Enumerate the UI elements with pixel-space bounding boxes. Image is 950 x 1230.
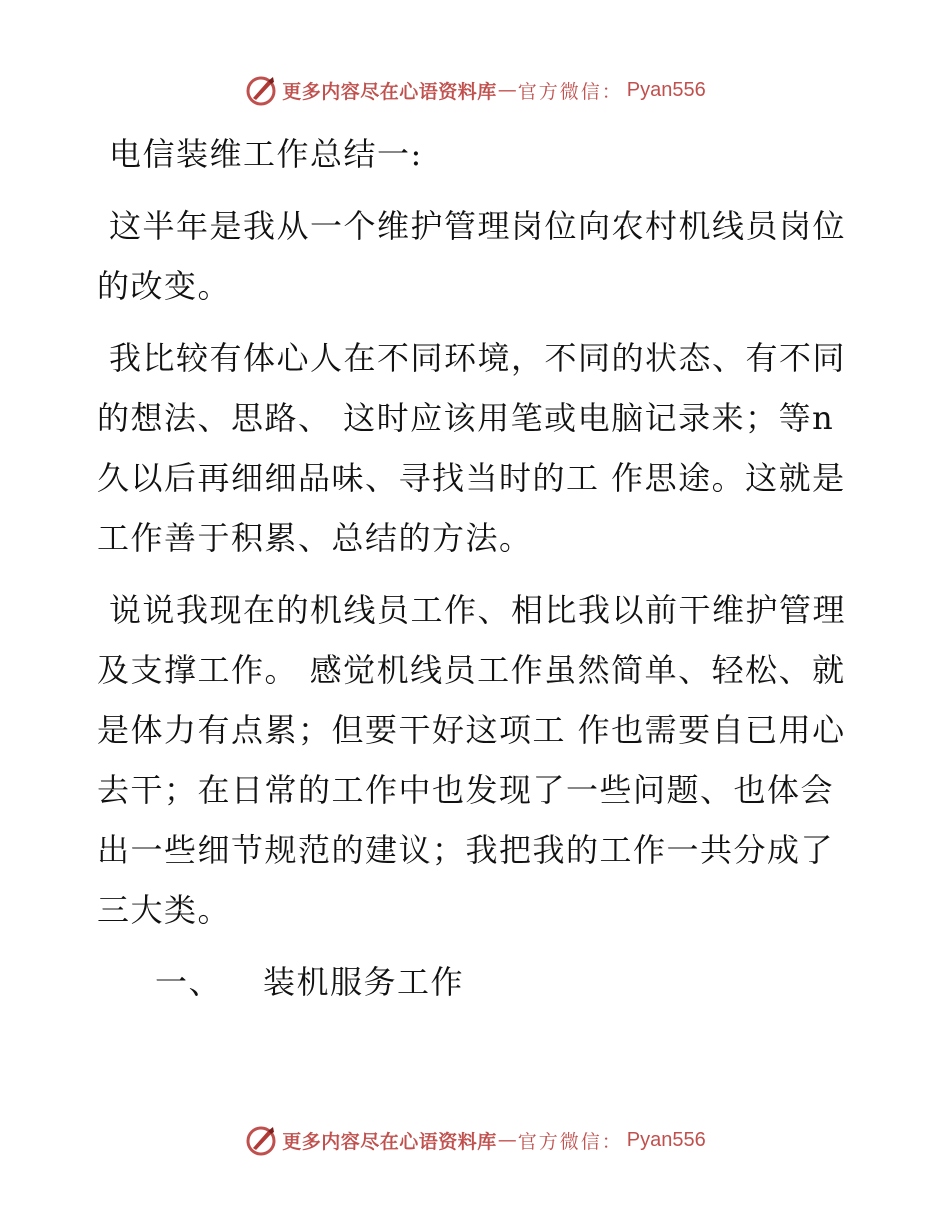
- paragraph-3: 说说我现在的机线员工作、相比我以前干维护管理及支撑工作。 感觉机线员工作虽然简单、轻松、就是体力有点累；但要干好这项工 作也需要自已用心去干；在日常的工作中也发现了一些问题、也体会 出一些细节规范的建议；我把我的工作一共分成了三大类。: [97, 591, 847, 929]
- watermark-footer: [0, 1120, 950, 1160]
- document-title: 电信装维工作总结一:: [109, 135, 423, 173]
- watermark-wechat-id: Pyan556: [626, 1128, 706, 1151]
- section-number: 一、: [155, 963, 223, 1001]
- section-title: 装机服务工作: [263, 963, 465, 1001]
- paragraph-1: 这半年是我从一个维护管理岗位向农村机线员岗位的改变。: [97, 207, 847, 305]
- quill-logo-icon: [244, 73, 278, 107]
- document-body: [97, 124, 867, 1012]
- quill-logo-icon: [244, 1123, 278, 1157]
- watermark-wechat-label: 官方微信：: [517, 1130, 623, 1153]
- watermark-separator: —: [497, 1129, 517, 1151]
- watermark-header: [0, 70, 950, 110]
- watermark-separator: —: [497, 79, 517, 101]
- watermark-brand: 更多内容尽在心语资料库: [282, 1130, 497, 1153]
- watermark-brand: 更多内容尽在心语资料库: [282, 80, 497, 103]
- paragraph-2: 我比较有体心人在不同环境，不同的状态、有不同的想法、思路、 这时应该用笔或电脑记录来；等n 久以后再细细品味、寻找当时的工 作思途。这就是工作善于积累、总结的方法。: [97, 339, 847, 557]
- watermark-wechat-id: Pyan556: [626, 78, 706, 101]
- section-heading: [97, 952, 867, 1012]
- watermark-wechat-label: 官方微信：: [517, 80, 623, 103]
